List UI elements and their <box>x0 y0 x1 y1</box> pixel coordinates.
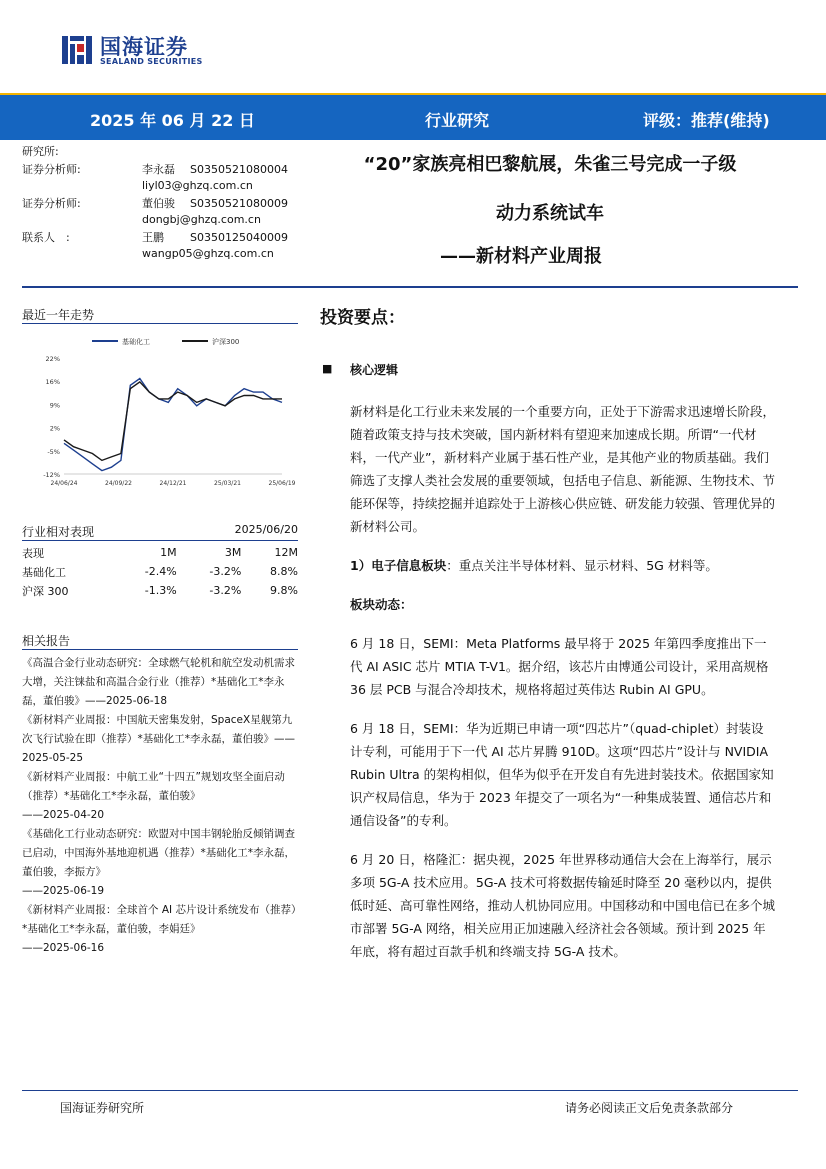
related-report-text: 《新材料产业周报：中国航天密集发射，SpaceX星舰第九次飞行试验在即（推荐）*基础化工*李永磊，董伯骏》 <box>22 714 293 745</box>
related-report-item[interactable] <box>22 654 297 711</box>
trend-section-title: 最近一年走势 <box>22 308 95 322</box>
analyst-name: 董伯骏 <box>142 197 175 210</box>
logo-text-cn: 国海证券 <box>100 35 188 59</box>
table-cell: 沪深 300 <box>22 584 69 598</box>
table-header-cell: 表现 <box>22 546 44 560</box>
analyst-email[interactable]: liyl03@ghzq.com.cn <box>142 179 253 192</box>
analyst-role: 联系人 : <box>22 231 70 244</box>
report-title-line2: 动力系统试车 <box>496 203 604 224</box>
footer-left: 国海证券研究所 <box>60 1101 145 1115</box>
y-tick-label: 9% <box>49 401 60 410</box>
chart-legend <box>92 337 239 346</box>
x-tick-label: 24/12/21 <box>159 480 187 487</box>
y-tick-label: -12% <box>43 471 60 479</box>
performance-section-title: 行业相对表现 <box>22 525 95 539</box>
table-row <box>22 562 298 581</box>
news-paragraph: 6 月 18 日，SEMI：华为近期已申请一项“四芯片”（quad-chiplet）封装设计专利，可能用于下一代 AI 芯片昇腾 910D。这项“四芯片”设计与 NVIDIA Rubin Ultra 的架构相似，但华为似乎在开发自有先进封装技术。依据国家知识产权局信息，华为于 2023 年提交了一项名为“一种集成装置、通信芯片和通信设备”的专利。 <box>350 721 774 828</box>
related-report-item[interactable] <box>22 768 297 825</box>
analyst-id: S0350521080004 <box>190 163 288 176</box>
report-date: 2025 年 06 月 22 日 <box>90 111 255 130</box>
table-row <box>22 543 298 562</box>
news-paragraph: 6 月 20 日，格隆汇：据央视，2025 年世界移动通信大会在上海举行，展示多项 5G-A 技术应用。5G-A 技术可将数据传输延时降至 20 毫秒以内，提供低时延、高可靠性网络，推动人机协同应用。中国移动和中国电信已在多个城市部署 5G-A 网络，相关应用正加速融入经济社会各领域。预计到 2025 年年底，将有超过百款手机和终端支持 5G-A 技术。 <box>350 852 776 959</box>
x-tick-label: 25/06/19 <box>268 480 296 487</box>
table-cell: -2.4% <box>144 565 177 578</box>
trend-chart <box>22 328 298 496</box>
analyst-id: S0350125040009 <box>190 231 288 244</box>
related-section-rule <box>22 649 298 650</box>
x-tick-label: 24/09/22 <box>105 480 132 487</box>
table-cell: -3.2% <box>209 565 242 578</box>
footer-rule <box>22 1090 798 1091</box>
header-divider <box>22 286 798 288</box>
table-cell: 9.8% <box>270 584 298 597</box>
related-report-item[interactable] <box>22 825 297 901</box>
report-category: 行业研究 <box>425 111 490 130</box>
table-cell: -3.2% <box>209 584 242 597</box>
series-line-hs300 <box>64 382 282 461</box>
table-cell: -1.3% <box>144 584 177 597</box>
related-report-item[interactable] <box>22 711 297 768</box>
intro-paragraph: 新材料是化工行业未来发展的一个重要方向，正处于下游需求迅速增长阶段，随着政策支持与技术突破，国内新材料有望迎来加速成长期。所谓“一代材料，一代产业”，新材料产业属于基石性产业，是其他产业的物质基础。我们筛选了支撑人类社会发展的重要领域，包括电子信息、新能源、生物技术、节能环保等，持续挖掘并追踪处于上游核心供应链、研发能力较强、管理优异的新材料公司。 <box>350 404 776 534</box>
related-report-text: 《新材料产业周报：全球首个 AI 芯片设计系统发布（推荐）*基础化工*李永磊，董伯骏，李娟廷》 <box>22 904 297 935</box>
main-heading: 投资要点： <box>320 308 405 328</box>
y-tick-label: 2% <box>49 424 60 433</box>
report-title-line1: “20”家族亮相巴黎航展，朱雀三号完成一子级 <box>363 154 737 175</box>
analyst-role: 证券分析师: <box>22 163 81 176</box>
table-cell: 基础化工 <box>22 565 66 579</box>
analyst-role: 研究所: <box>22 145 59 158</box>
trend-section-rule <box>22 323 298 324</box>
related-report-date: ——2025-06-16 <box>22 942 105 954</box>
table-header-cell: 1M <box>160 546 177 559</box>
dynamics-label: 板块动态： <box>350 597 413 612</box>
performance-rule <box>22 540 298 541</box>
related-section-title: 相关报告 <box>22 634 71 648</box>
sealand-logo-icon <box>60 32 96 68</box>
main-body <box>350 400 775 963</box>
y-tick-label: -5% <box>47 447 60 456</box>
analyst-email[interactable]: dongbj@ghzq.com.cn <box>142 213 261 226</box>
main-subheading: 核心逻辑 <box>350 363 399 377</box>
table-header-cell: 12M <box>274 546 298 559</box>
report-title-line3: ——新材料产业周报 <box>440 246 602 267</box>
table-cell: 8.8% <box>270 565 298 578</box>
table-row <box>22 581 298 600</box>
report-rating: 评级：推荐(维持) <box>643 111 770 130</box>
analyst-role: 证券分析师: <box>22 197 81 210</box>
analyst-id: S0350521080009 <box>190 197 288 210</box>
related-report-date: ——2025-06-19 <box>22 885 105 897</box>
related-report-text: 《基础化工行业动态研究：欧盟对中国丰钢轮胎反倾销调查已启动，中国海外基地迎机遇（推荐）*基础化工*李永磊，董伯骏，李振方》 <box>22 828 295 878</box>
performance-date: 2025/06/20 <box>234 523 298 536</box>
x-tick-label: 25/03/21 <box>214 480 241 487</box>
analyst-name: 王鹏 <box>142 231 164 244</box>
analyst-email[interactable]: wangp05@ghzq.com.cn <box>142 247 274 260</box>
sector-line <box>350 554 775 577</box>
related-report-list <box>22 654 297 958</box>
sector-text: ：重点关注半导体材料、显示材料、5G 材料等。 <box>446 558 718 573</box>
y-tick-label: 16% <box>45 378 60 387</box>
legend-label-hs300: 沪深300 <box>212 338 240 346</box>
related-report-date: ——2025-05-25 <box>22 733 295 764</box>
related-report-text: 《新材料产业周报：中航工业“十四五”规划攻坚全面启动（推荐）*基础化工*李永磊，董伯骏》 <box>22 771 285 802</box>
sector-label: 1）电子信息板块 <box>350 558 447 573</box>
y-tick-label: 22% <box>45 355 60 363</box>
footer-right: 请务必阅读正文后免责条款部分 <box>565 1101 734 1115</box>
table-header-cell: 3M <box>224 546 242 559</box>
analyst-name: 李永磊 <box>142 163 175 176</box>
related-report-date: ——2025-04-20 <box>22 809 105 821</box>
logo-text-en: SEALAND SECURITIES <box>100 57 203 66</box>
bullet-square-icon: ■ <box>322 362 333 375</box>
performance-table <box>22 543 298 600</box>
legend-label-chem: 基础化工 <box>122 338 150 346</box>
related-report-date: ——2025-06-18 <box>85 695 168 707</box>
news-paragraph: 6 月 18 日，SEMI：Meta Platforms 最早将于 2025 年第四季度推出下一代 AI ASIC 芯片 MTIA T-V1。据介绍，该芯片由博通公司设计，采用高规格 36 层 PCB 与混合冷却技术，规格将超过英伟达 Rubin AI GPU。 <box>350 636 769 697</box>
related-report-text: 《高温合金行业动态研究：全球燃气轮机和航空发动机需求大增，关注铼盐和高温合金行业（推荐）*基础化工*李永磊，董伯骏》 <box>22 657 295 707</box>
x-tick-label: 24/06/24 <box>50 480 78 487</box>
report-banner <box>0 93 826 140</box>
related-report-item[interactable] <box>22 901 297 958</box>
